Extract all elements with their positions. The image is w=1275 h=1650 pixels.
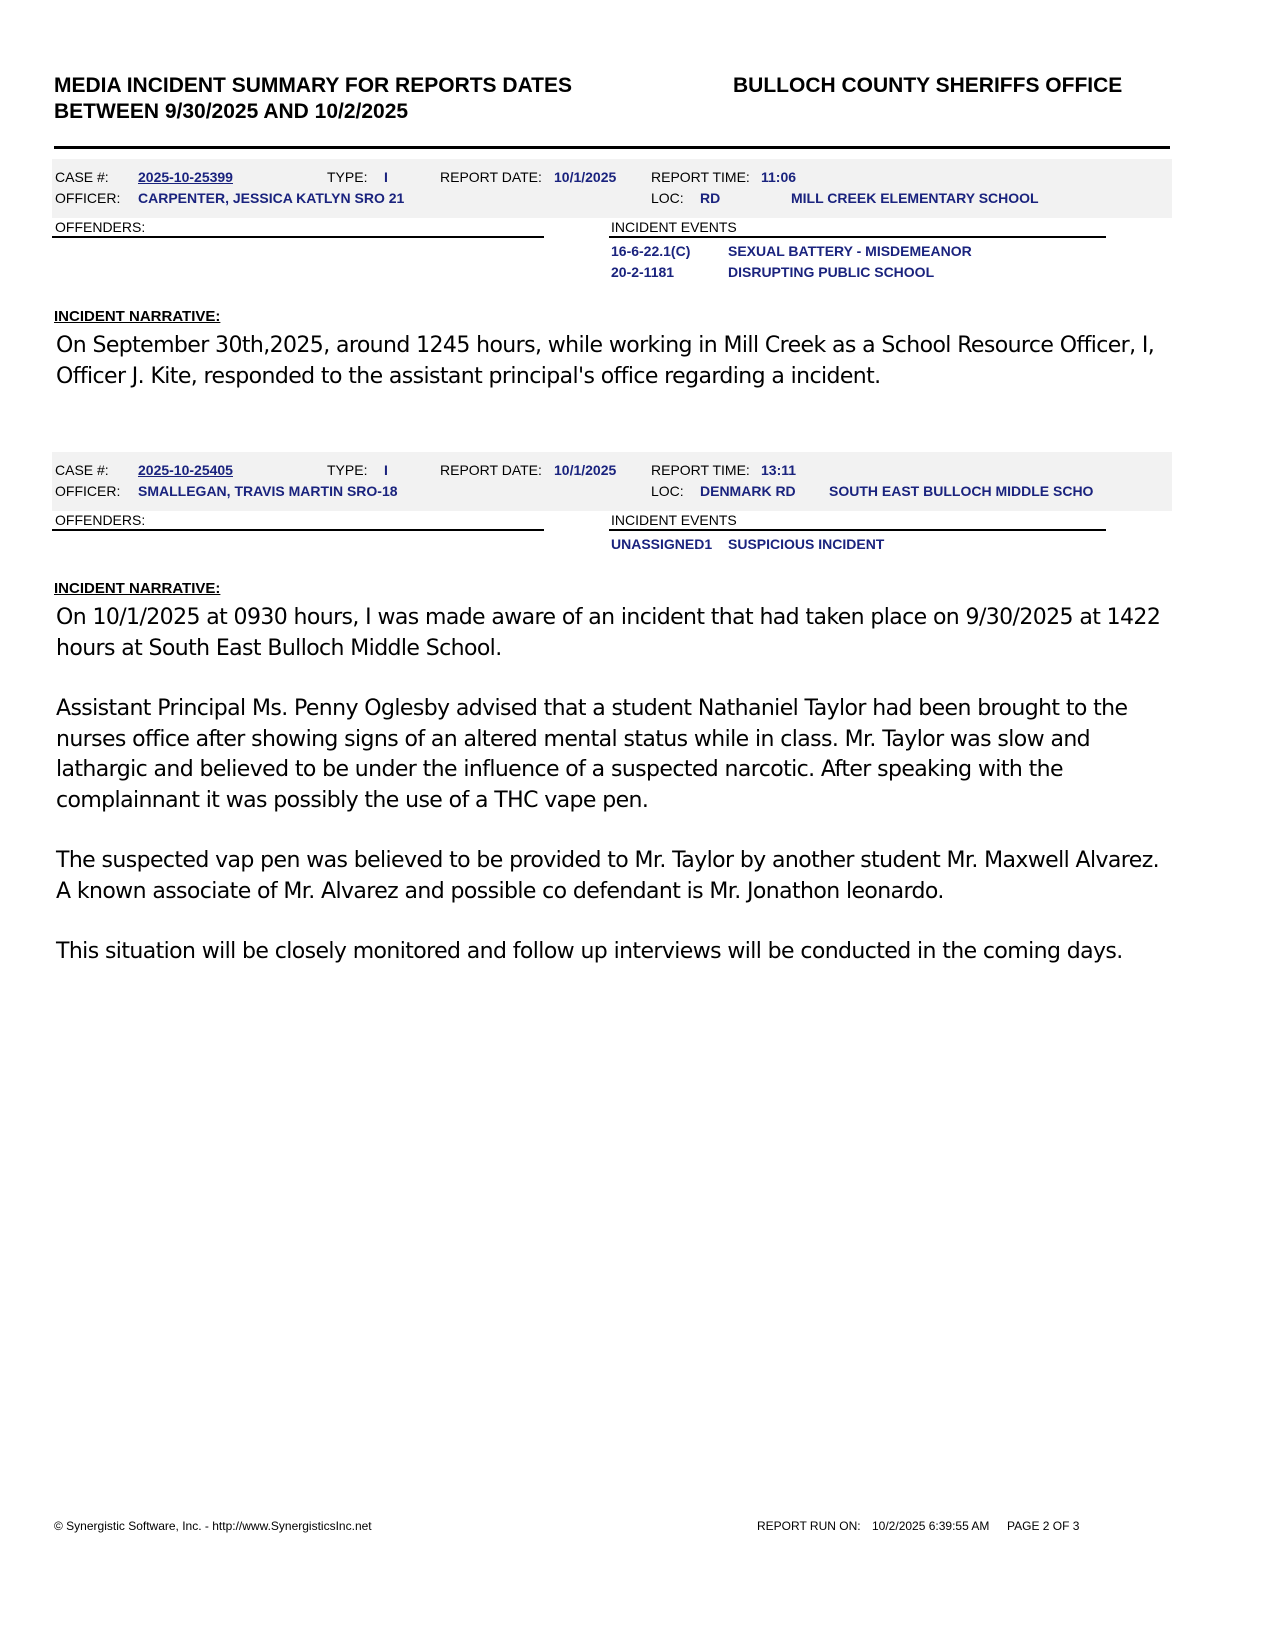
case-2-narrative-paragraph-3: The suspected vap pen was believed to be provided to Mr. Taylor by another student Mr. Maxwell Alvarez. A known associate of Mr. Alvarez and possible co defendant is Mr. Jonathon leonardo. (56, 848, 1160, 904)
case-2-narrative-paragraph-1: On 10/1/2025 at 0930 hours, I was made aware of an incident that had taken place on 9/30/2025 at 1422 hours at South East Bulloch Middle School. (56, 605, 1161, 661)
incident-events-underline (609, 236, 1106, 238)
report-title (54, 73, 572, 125)
offenders-underline (52, 529, 544, 531)
type-label: TYPE: (327, 169, 368, 185)
offenders-underline (52, 236, 544, 238)
footer-copyright: © Synergistic Software, Inc. - http://www.SynergisticsInc.net (54, 1519, 372, 1533)
case-1-info-band (52, 159, 1172, 218)
officer-label: OFFICER: (55, 190, 121, 206)
case-2-number-link[interactable]: 2025-10-25405 (138, 462, 233, 478)
case-1-narrative-paragraph: On September 30th,2025, around 1245 hours, while working in Mill Creek as a School Resource Officer, I, Officer J. Kite, responded to the assistant principal's office regarding a incident. (56, 333, 1155, 389)
case-1-narrative (56, 331, 1166, 422)
type-label: TYPE: (327, 462, 368, 478)
case-2-report-time: 13:11 (761, 462, 797, 478)
case-1-type: I (384, 169, 388, 185)
report-time-label: REPORT TIME: (651, 462, 750, 478)
offenders-label: OFFENDERS: (55, 512, 146, 528)
case-2-narrative-paragraph-4: This situation will be closely monitored and follow up interviews will be conducted in the coming days. (56, 939, 1123, 964)
agency-name: BULLOCH COUNTY SHERIFFS OFFICE (733, 74, 1123, 97)
case-1-event-2-code: 20-2-1181 (611, 264, 675, 280)
case-2-narrative-heading: INCIDENT NARRATIVE: (54, 580, 221, 597)
case-number-label: CASE #: (55, 462, 109, 478)
footer-report-run-value: 10/2/2025 6:39:55 AM (872, 1519, 990, 1533)
case-1-loc-name: MILL CREEK ELEMENTARY SCHOOL (791, 190, 1039, 206)
case-1-event-1-desc: SEXUAL BATTERY - MISDEMEANOR (728, 243, 972, 259)
case-1-loc-street: RD (700, 190, 721, 206)
case-1-report-time: 11:06 (761, 169, 797, 185)
case-1-officer: CARPENTER, JESSICA KATLYN SRO 21 (138, 190, 405, 206)
case-2-narrative (56, 603, 1166, 998)
header-divider (54, 146, 1170, 149)
case-2-type: I (384, 462, 388, 478)
case-2-info-band (52, 452, 1172, 511)
case-1-narrative-heading: INCIDENT NARRATIVE: (54, 308, 221, 325)
case-2-loc-street: DENMARK RD (700, 483, 796, 499)
case-2-officer: SMALLEGAN, TRAVIS MARTIN SRO-18 (138, 483, 398, 499)
loc-label: LOC: (651, 483, 684, 499)
case-2-event-1-code: UNASSIGNED1 (611, 536, 713, 552)
case-1-event-2-desc: DISRUPTING PUBLIC SCHOOL (728, 264, 935, 280)
loc-label: LOC: (651, 190, 684, 206)
case-1-report-date: 10/1/2025 (554, 169, 617, 185)
report-date-label: REPORT DATE: (440, 169, 542, 185)
footer-report-run-label: REPORT RUN ON: (757, 1519, 861, 1533)
footer-page-number: PAGE 2 OF 3 (1007, 1519, 1080, 1533)
incident-events-label: INCIDENT EVENTS (611, 219, 737, 235)
report-time-label: REPORT TIME: (651, 169, 750, 185)
report-title-line2: BETWEEN 9/30/2025 AND 10/2/2025 (54, 100, 409, 123)
incident-events-underline (609, 529, 1106, 531)
case-1-number-link[interactable]: 2025-10-25399 (138, 169, 233, 185)
case-2-loc-name: SOUTH EAST BULLOCH MIDDLE SCHO (829, 483, 1094, 499)
case-2-narrative-paragraph-2: Assistant Principal Ms. Penny Oglesby advised that a student Nathaniel Taylor had been brought to the nurses office after showing signs of an altered mental status while in class. Mr. Taylor was slow and lathargic and believed to be under the influence of a suspected narcotic. After speaking with the complainnant it was possibly the use of a THC vape pen. (56, 696, 1128, 813)
offenders-label: OFFENDERS: (55, 219, 146, 235)
report-date-label: REPORT DATE: (440, 462, 542, 478)
case-1-event-1-code: 16-6-22.1(C) (611, 243, 691, 259)
report-title-line1: MEDIA INCIDENT SUMMARY FOR REPORTS DATES (54, 74, 573, 97)
case-2-report-date: 10/1/2025 (554, 462, 617, 478)
officer-label: OFFICER: (55, 483, 121, 499)
incident-events-label: INCIDENT EVENTS (611, 512, 737, 528)
case-number-label: CASE #: (55, 169, 109, 185)
case-2-event-1-desc: SUSPICIOUS INCIDENT (728, 536, 885, 552)
